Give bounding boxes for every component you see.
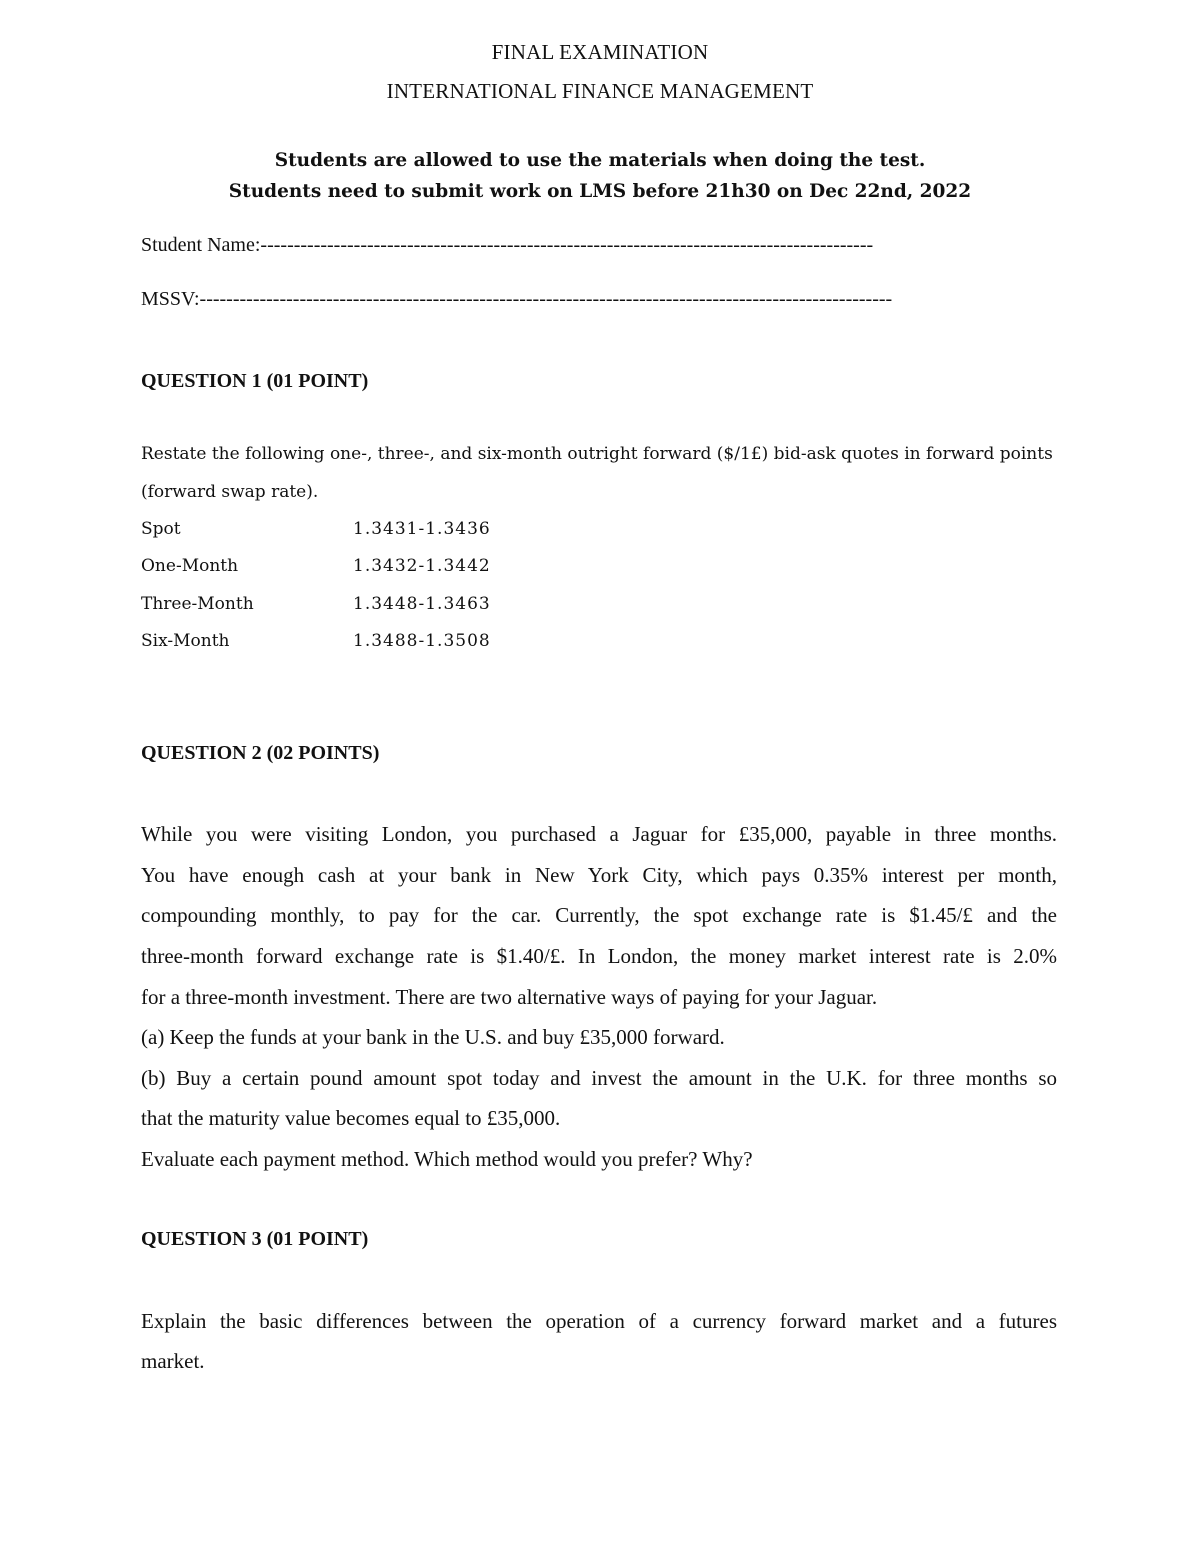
question-2-line-1: While you were visiting London, you purchased a Jaguar for £35,000, payable in three months. [141, 822, 1057, 846]
question-1-heading: QUESTION 1 (01 POINT) [141, 370, 369, 392]
quote-value-six-month: 1.3488-1.3508 [353, 631, 491, 651]
student-name-field: Student Name:-------------------------------------------------------------------------------------------- [141, 234, 874, 256]
question-1-text-line-2: (forward swap rate). [141, 482, 319, 502]
quote-value-three-month: 1.3448-1.3463 [353, 594, 491, 614]
quote-value-one-month: 1.3432-1.3442 [353, 556, 491, 576]
question-2-prompt: Evaluate each payment method. Which method would you prefer? Why? [141, 1147, 753, 1171]
question-3-line-1: Explain the basic differences between the operation of a currency forward market and a futures [141, 1309, 1057, 1333]
submission-note: Students need to submit work on LMS before 21h30 on Dec 22nd, 2022 [228, 181, 972, 202]
quote-label-three-month: Three-Month [141, 594, 254, 614]
quote-label-spot: Spot [141, 519, 181, 539]
question-2-option-a: (a) Keep the funds at your bank in the U.S. and buy £35,000 forward. [141, 1025, 725, 1049]
quote-label-one-month: One-Month [141, 556, 239, 576]
question-2-line-3: compounding monthly, to pay for the car. Currently, the spot exchange rate is $1.45/£ and the [141, 903, 1057, 927]
question-2-heading: QUESTION 2 (02 POINTS) [141, 742, 380, 764]
question-2-line-5: for a three-month investment. There are two alternative ways of paying for your Jaguar. [141, 985, 878, 1009]
materials-note: Students are allowed to use the materials when doing the test. [274, 150, 926, 171]
question-1-text-line-1: Restate the following one-, three-, and six-month outright forward ($/1£) bid-ask quotes in forward points [141, 444, 1053, 464]
quote-value-spot: 1.3431-1.3436 [353, 519, 491, 539]
question-2-option-b: (b) Buy a certain pound amount spot today and invest the amount in the U.K. for three months so [141, 1066, 1057, 1090]
question-2-option-b-cont: that the maturity value becomes equal to £35,000. [141, 1106, 561, 1130]
question-3-heading: QUESTION 3 (01 POINT) [141, 1228, 369, 1250]
course-title: INTERNATIONAL FINANCE MANAGEMENT [386, 79, 814, 103]
exam-title: FINAL EXAMINATION [491, 40, 709, 64]
question-2-line-2: You have enough cash at your bank in New York City, which pays 0.35% interest per month, [141, 863, 1057, 887]
question-3-line-2: market. [141, 1349, 205, 1373]
mssv-field: MSSV:-------------------------------------------------------------------------------------------------------- [141, 288, 893, 310]
question-2-line-4: three-month forward exchange rate is $1.40/£. In London, the money market interest rate is 2.0% [141, 944, 1057, 968]
quote-label-six-month: Six-Month [141, 631, 230, 651]
